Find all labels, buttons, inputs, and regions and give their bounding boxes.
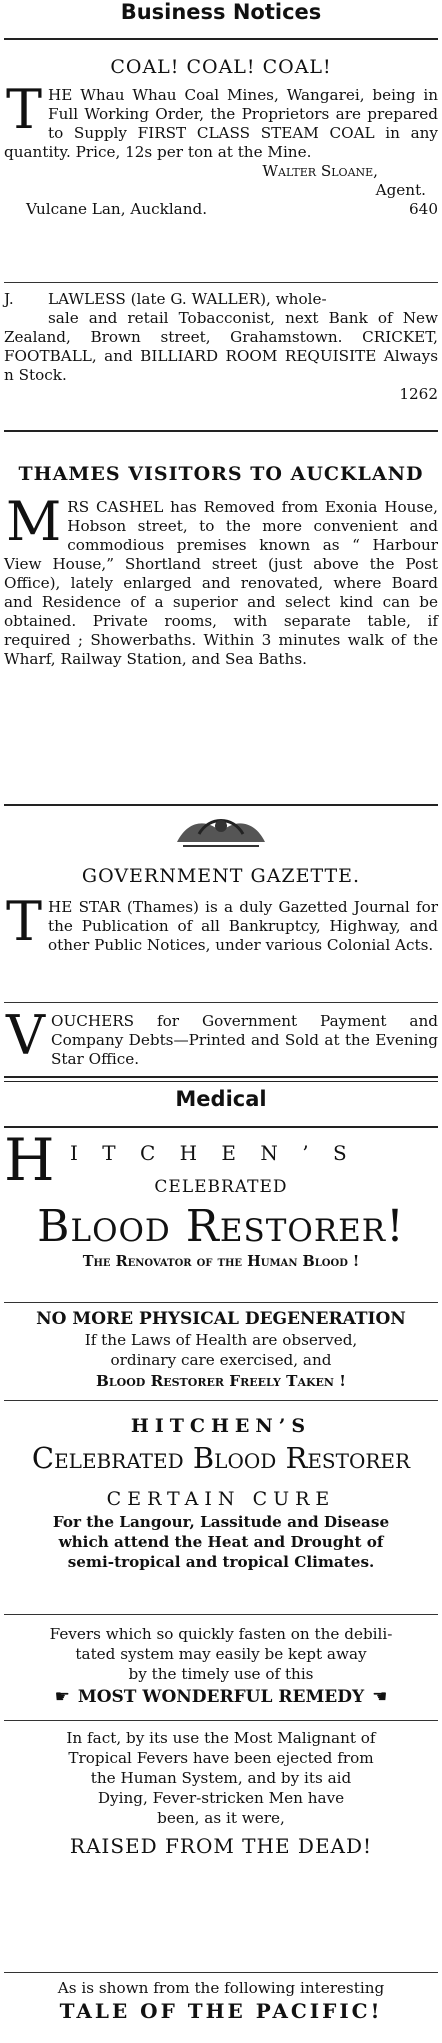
hitchens-dropcap: H [4, 1126, 55, 1194]
hitchens-advert-2 [4, 1414, 438, 1572]
hitchens2-line-2: which attend the Heat and Drought of [58, 1533, 384, 1551]
malignant-line-1: In fact, by its use the Most Malignant of [66, 1729, 376, 1747]
lawless-first-line [4, 290, 438, 309]
hitchens2-celebrated: Celebrated Blood Restorer [31, 1441, 411, 1475]
hitchens2-line-1: For the Langour, Lassitude and Disease [52, 1513, 390, 1531]
malignant-line-5: been, as it were, [157, 1809, 285, 1827]
lawless-dropcap: J. [4, 290, 14, 308]
gazette-advert [4, 864, 438, 955]
degeneration-advert [4, 1308, 438, 1392]
gazette-body [4, 890, 438, 955]
divider [4, 1302, 438, 1303]
fevers-line-1: Fevers which so quickly fasten on the debili- [49, 1625, 393, 1643]
hitchens-renovator: The Renovator of the Human Blood ! [82, 1253, 360, 1270]
divider [4, 1076, 438, 1082]
coal-address: Vulcane Lan, Auckland. [26, 200, 208, 218]
fevers-remedy: MOST WONDERFUL REMEDY [77, 1687, 365, 1707]
vouchers-text: OUCHERS for Government Payment and Company Debts—Printed and Sold at the Evening Star Office. [51, 1012, 438, 1068]
thames-dropcap: M [6, 490, 62, 553]
vouchers-dropcap: V [6, 1004, 45, 1067]
coal-role: Agent. [375, 181, 426, 199]
business-notices-heading: Business Notices [120, 0, 322, 24]
divider [4, 1972, 438, 1973]
malignant-tale: TALE OF THE PACIFIC! [59, 1999, 383, 2023]
gazette-dropcap: T [6, 890, 43, 953]
hitchens2-name: HITCHEN’S [130, 1415, 312, 1437]
coal-signer: Walter Sloane, [262, 162, 378, 180]
malignant-shown: As is shown from the following interesting [57, 1979, 385, 1997]
thames-body [4, 490, 438, 669]
coal-ref: 640 [409, 200, 438, 218]
coal-advert [4, 56, 438, 219]
crest-ornament-icon [169, 812, 273, 850]
pointing-hand-right-icon: ☛ [54, 1687, 70, 1707]
thames-text: RS CASHEL has Removed from Exonia House, Hobson street, to the more convenient and commodious premises known as “ Harbour View House,” Shortland street (just above the Post Office), lately enlarged and renovated, where Board and Residence of a superior and select kind can be obtained. Private rooms, with separate table, if required ; Showerbaths. Within 3 minutes walk of the Wharf, Railway Station, and Sea Baths. [4, 498, 438, 668]
malignant-line-3: the Human System, and by its aid [90, 1769, 352, 1787]
malignant-raised: RAISED FROM THE DEAD! [69, 1834, 373, 1858]
gazette-title: GOVERNMENT GAZETTE. [81, 865, 361, 887]
tale-advert [4, 1978, 438, 2024]
divider [4, 1126, 438, 1128]
lawless-body: sale and retail Tobacconist, next Bank of New Zealand, Brown street, Grahamstown. CRICKET, FOOTBALL, and BILLIARD ROOM REQUISITE Always n Stock. [4, 309, 438, 384]
malignant-line-4: Dying, Fever-stricken Men have [97, 1789, 345, 1807]
coal-title: COAL! COAL! COAL! [110, 56, 332, 78]
divider [4, 1002, 438, 1003]
vouchers-advert [4, 1004, 438, 1069]
thames-title: THAMES VISITORS TO AUCKLAND [18, 463, 424, 485]
malignant-advert [4, 1728, 438, 1860]
pointing-hand-left-icon: ☚ [372, 1687, 388, 1707]
lawless-ref: 1262 [399, 385, 438, 403]
divider [4, 1400, 438, 1401]
divider [4, 1614, 438, 1615]
degeneration-line2: ordinary care exercised, and [110, 1351, 332, 1369]
lawless-line1: LAWLESS (late G. WALLER), whole- [48, 290, 327, 308]
malignant-line-2: Tropical Fevers have been ejected from [68, 1749, 374, 1767]
hitchens-celebrated: CELEBRATED [154, 1177, 288, 1197]
lawless-advert [4, 290, 438, 404]
hitchens-blood-restorer: Blood Restorer! [37, 1201, 405, 1252]
divider [4, 1720, 438, 1721]
divider [4, 430, 438, 432]
coal-text: HE Whau Whau Coal Mines, Wangarei, being in Full Working Order, the Proprietors are prepared to Supply FIRST CLASS STEAM COAL in any quantity. Price, 12s per ton at the Mine. [4, 86, 438, 161]
fevers-line-3: by the timely use of this [128, 1665, 314, 1683]
hitchens2-cure: CERTAIN CURE [106, 1488, 336, 1510]
divider [4, 38, 438, 40]
divider [4, 282, 438, 283]
medical-heading: Medical [175, 1087, 267, 1111]
coal-dropcap: T [6, 78, 43, 141]
degeneration-line1: If the Laws of Health are observed, [84, 1331, 358, 1349]
hitchens-name: I T C H E N ’ S [70, 1141, 356, 1165]
gazette-text: HE STAR (Thames) is a duly Gazetted Journal for the Publication of all Bankruptcy, Highway, and other Public Notices, under various Colonial Acts. [48, 898, 438, 954]
fevers-advert [4, 1624, 438, 1708]
hitchens-advert-1 [4, 1126, 438, 1272]
degeneration-title: NO MORE PHYSICAL DEGENERATION [36, 1309, 406, 1329]
hitchens2-line-3: semi-tropical and tropical Climates. [67, 1553, 375, 1571]
coal-footer [4, 200, 438, 219]
fevers-remedy-line [4, 1686, 438, 1708]
divider [4, 804, 438, 806]
fevers-line-2: tated system may easily be kept away [75, 1645, 367, 1663]
vouchers-body [4, 1004, 438, 1069]
thames-advert [4, 462, 438, 669]
coal-body [4, 78, 438, 162]
degeneration-line3: Blood Restorer Freely Taken ! [96, 1372, 346, 1390]
